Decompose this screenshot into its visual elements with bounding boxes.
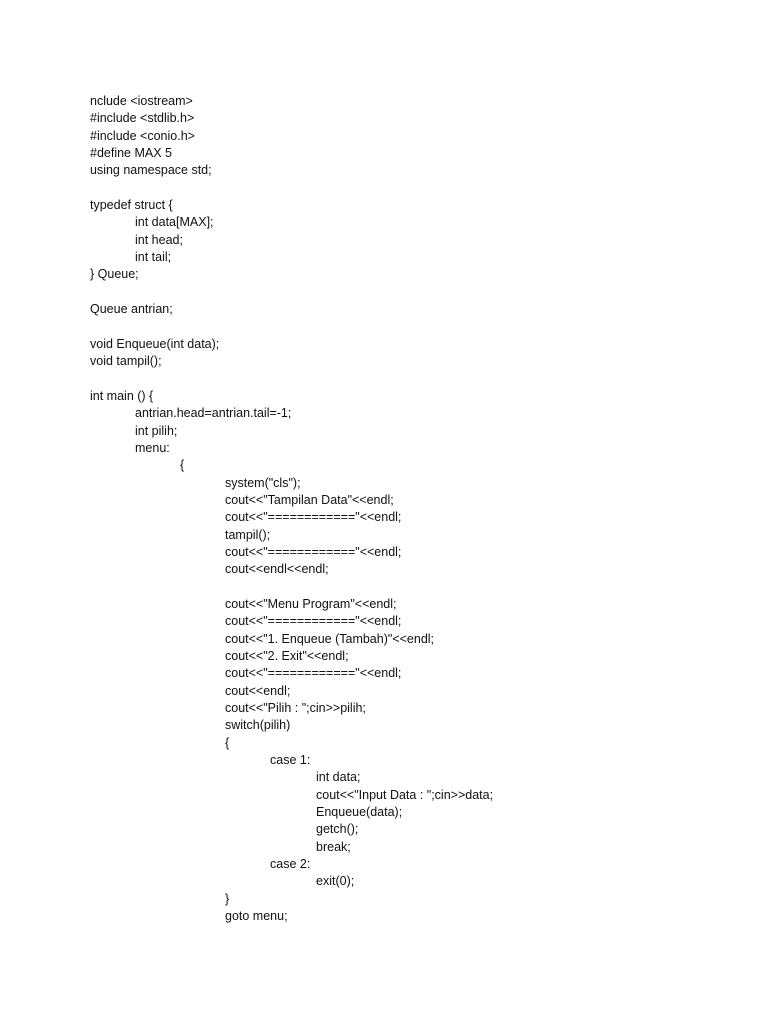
code-line: int main () {	[90, 388, 154, 403]
code-line: goto menu;	[225, 909, 288, 924]
code-line: case 2:	[270, 857, 311, 872]
code-line: void Enqueue(int data);	[90, 336, 220, 351]
code-line: int tail;	[135, 250, 172, 265]
code-line: cout<<"============"<<endl;	[225, 544, 402, 559]
code-line: cout<<"Menu Program"<<endl;	[225, 596, 397, 611]
code-line: {	[225, 735, 230, 750]
code-line: int data[MAX];	[135, 215, 214, 230]
code-line: nclude <iostream>	[90, 94, 193, 108]
code-line: cout<<"2. Exit"<<endl;	[225, 649, 349, 663]
code-line: cout<<"============"<<endl;	[225, 614, 402, 629]
code-line: Enqueue(data);	[316, 805, 403, 820]
code-line: } Queue;	[90, 267, 139, 282]
code-line: cout<<"1. Enqueue (Tambah)"<<endl;	[225, 631, 435, 646]
code-line: int data;	[316, 770, 361, 785]
code-line: int head;	[135, 232, 183, 247]
code-line: break;	[316, 839, 351, 854]
code-line: #include <stdlib.h>	[90, 111, 195, 126]
blank-line	[90, 284, 493, 301]
code-line: void tampil();	[90, 354, 162, 369]
code-line: #define MAX 5	[90, 146, 172, 161]
code-line: int pilih;	[135, 423, 178, 438]
code-line: cout<<"============"<<endl;	[225, 666, 402, 681]
code-line: cout<<endl<<endl;	[225, 562, 329, 577]
code-line: antrian.head=antrian.tail=-1;	[135, 406, 292, 421]
code-line: tampil();	[225, 527, 271, 542]
code-line: }	[225, 891, 230, 906]
code-listing	[90, 93, 493, 926]
code-line: Queue antrian;	[90, 302, 173, 317]
code-line: cout<<"Tampilan Data"<<endl;	[225, 492, 394, 507]
code-line: switch(pilih)	[225, 718, 291, 733]
blank-line	[90, 318, 493, 335]
code-line: getch();	[316, 822, 359, 837]
blank-line	[90, 180, 493, 197]
code-line: using namespace std;	[90, 163, 212, 178]
code-line: system("cls");	[225, 475, 301, 490]
code-line: #include <conio.h>	[90, 128, 195, 143]
code-line: cout<<endl;	[225, 683, 291, 698]
code-line: menu:	[135, 440, 170, 455]
code-line: case 1:	[270, 753, 311, 768]
code-line: cout<<"Input Data : ";cin>>data;	[316, 787, 494, 802]
blank-line	[90, 579, 493, 596]
code-line: typedef struct {	[90, 198, 173, 213]
code-line: exit(0);	[316, 874, 355, 889]
code-line: {	[180, 458, 185, 473]
code-line: cout<<"Pilih : ";cin>>pilih;	[225, 701, 366, 716]
code-line: cout<<"============"<<endl;	[225, 510, 402, 525]
blank-line	[90, 371, 493, 388]
